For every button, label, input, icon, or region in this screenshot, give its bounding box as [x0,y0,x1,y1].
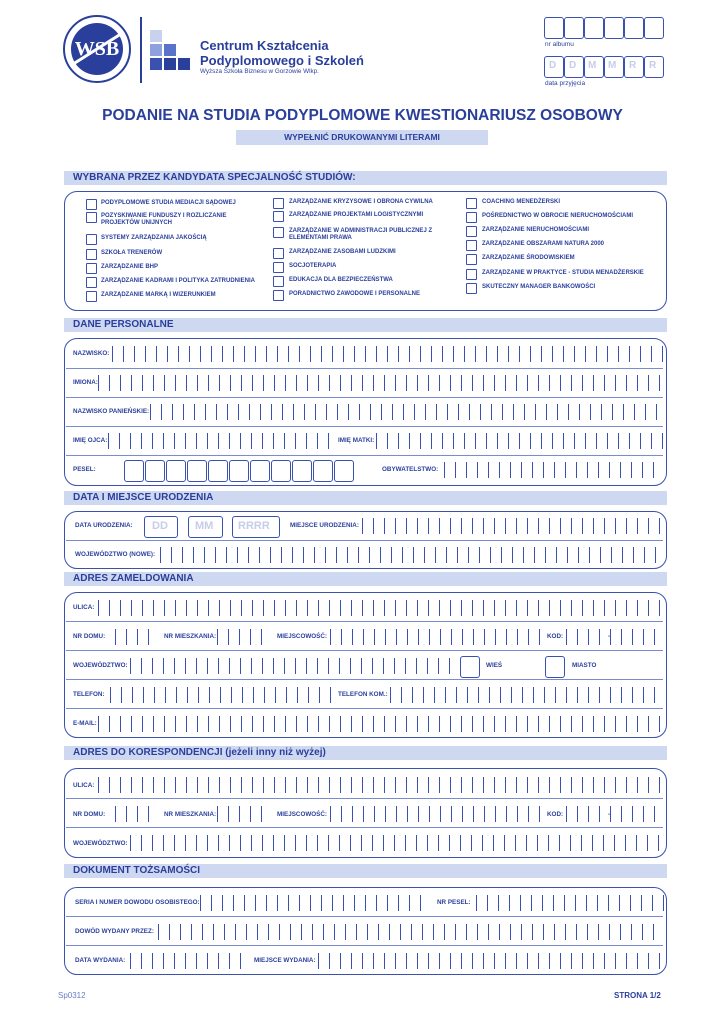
province-label: WOJEWÓDZTWO: [73,662,128,669]
birth-heading-bar [64,491,667,505]
postal-code-dash: - [608,633,611,640]
issued-by-label: DOWÓD WYDANY PRZEZ: [75,928,154,935]
city-checkbox[interactable] [545,656,565,678]
specialization-label: ZARZĄDZANIE NIERUCHOMOŚCIAMI [482,227,589,233]
birth-place-label: MIEJSCE URODZENIA: [290,522,359,529]
issue-place-label: MIEJSCE WYDANIA: [254,957,316,964]
corr-province-label: WOJEWÓDZTWO: [73,840,128,847]
divider [66,426,663,427]
specialization-label: SOCJOTERAPIA [289,263,337,269]
specializations-heading-bar [64,171,667,185]
corr-town-label: MIEJSCOWOŚĆ: [277,811,328,818]
corr-flat-label: NR MIESZKANIA: [164,811,217,818]
flat-number-label: NR MIESZKANIA: [164,633,217,640]
specialization-label: ZARZĄDZANIE ŚRODOWISKIEM [482,255,575,261]
divider [66,540,663,541]
ckpis-logo-mark [150,30,194,74]
divider [66,827,663,828]
subtitle: WYPEŁNIĆ DRUKOWANYMI LITERAMI [284,132,440,142]
org-line1: Centrum Kształcenia [200,38,329,53]
province-input[interactable] [130,658,456,674]
specialization-checkbox[interactable] [273,198,284,209]
divider [66,916,663,917]
email-label: E-MAIL: [73,720,97,727]
phone-label: TELEFON: [73,691,105,698]
postal-code-label: KOD: [547,633,564,640]
id-pesel-input[interactable] [476,895,663,911]
album-number-boxes[interactable] [544,17,668,39]
registered-heading-bar [64,572,667,586]
date-box-m2: M [608,60,617,71]
rrrr-placeholder: RRRR [238,520,270,532]
corr-street-input[interactable] [98,777,663,793]
identity-heading-bar [64,864,667,878]
birth-place-input[interactable] [362,518,663,534]
corr-town-input[interactable] [330,806,540,822]
pesel-digit-box[interactable] [292,460,312,482]
specialization-label: ZARZĄDZANIE MARKĄ I WIZERUNKIEM [101,292,216,298]
specialization-label: ZARZĄDZANIE PROJEKTAMI LOGISTYCZNYMI [289,212,424,218]
issue-place-input[interactable] [318,953,663,969]
divider [66,679,663,680]
specialization-label: ZARZĄDZANIE W ADMINISTRACJI PUBLICZNEJ Z ELEMENTAMI PRAWA [289,228,433,241]
pesel-boxes[interactable] [124,460,374,482]
issue-date-input[interactable] [130,953,248,969]
specialization-checkbox[interactable] [466,240,477,251]
maiden-name-input[interactable] [150,404,663,420]
specialization-label: POŚREDNICTWO W OBROCIE NIERUCHOMOŚCIAMI [482,213,633,219]
mobile-label: TELEFON KOM.: [338,691,388,698]
father-name-input[interactable] [108,433,332,449]
town-label: MIEJSCOWOŚĆ: [277,633,328,640]
date-box-m1: M [588,60,597,71]
names-label: IMIONA: [73,379,98,386]
date-label: data przyjęcia [545,80,586,87]
specialization-label: ZARZĄDZANIE BHP [101,264,158,270]
pesel-label: PESEL: [73,466,96,473]
father-name-label: IMIĘ OJCA: [73,437,108,444]
birth-day-box[interactable] [144,516,178,538]
specialization-label: EDUKACJA DLA BEZPIECZEŃSTWA [289,277,393,283]
specialization-label: ZARZĄDZANIE ZASOBAMI LUDZKIMI [289,249,396,255]
divider [66,621,663,622]
specialization-checkbox[interactable] [273,248,284,259]
divider [66,798,663,799]
org-line2: Podyplomowego i Szkoleń [200,53,364,68]
id-series-input[interactable] [200,895,430,911]
specialization-checkbox[interactable] [86,234,97,245]
header-divider [140,17,142,83]
specialization-label: ZARZĄDZANIE OBSZARAMI NATURA 2000 [482,241,605,247]
specialization-checkbox[interactable] [273,276,284,287]
pesel-digit-box[interactable] [229,460,249,482]
correspondence-heading-bar [64,746,667,760]
personal-heading: DANE PERSONALNE [73,319,174,330]
specialization-checkbox[interactable] [466,269,477,280]
specialization-checkbox[interactable] [273,290,284,301]
corr-province-input[interactable] [130,835,663,851]
corr-code-label: KOD: [547,811,564,818]
citizenship-label: OBYWATELSTWO: [382,466,439,473]
page-number: STRONA 1/2 [614,991,661,1000]
house-number-input[interactable] [115,629,158,645]
surname-label: NAZWISKO: [73,350,110,357]
birth-province-label: WOJEWÓDZTWO (NOWE): [75,551,156,558]
specialization-checkbox[interactable] [273,262,284,273]
specialization-checkbox[interactable] [466,198,477,209]
date-box-r2: R [649,60,657,71]
birth-heading: DATA I MIEJSCE URODZENIA [73,492,214,503]
specialization-checkbox[interactable] [86,249,97,260]
specialization-checkbox[interactable] [273,227,284,238]
specialization-checkbox[interactable] [86,199,97,210]
specialization-checkbox[interactable] [86,263,97,274]
divider [66,397,663,398]
birth-province-input[interactable] [160,547,663,563]
specialization-label: POZYSKIWANIE FUNDUSZY I ROZLICZANIE PROJEKTÓW UNIJNYCH [101,213,227,226]
specialization-label: COACHING MENEDŻERSKI [482,199,561,205]
specialization-label: PORADNICTWO ZAWODOWE I PERSONALNE [289,291,420,297]
maiden-name-label: NAZWISKO PANIEŃSKIE: [73,408,150,415]
page-title: PODANIE NA STUDIA PODYPLOMOWE KWESTIONARIUSZ OSOBOWY [102,107,623,124]
org-sub: Wyższa Szkoła Biznesu w Gorzowie Wlkp. [200,68,319,75]
specialization-checkbox[interactable] [86,291,97,302]
mobile-input[interactable] [390,687,663,703]
corr-flat-input[interactable] [217,806,271,822]
id-series-label: SERIA I NUMER DOWODU OSOBISTEGO: [75,899,200,906]
mother-name-label: IMIĘ MATKI: [338,437,375,444]
street-input[interactable] [98,600,663,616]
specialization-checkbox[interactable] [273,211,284,222]
issued-by-input[interactable] [158,924,663,940]
divider [66,368,663,369]
corr-code-dash: - [608,811,611,818]
dd-placeholder: DD [152,520,168,532]
specialization-label: ZARZĄDZANIE KADRAMI I POLITYKA ZATRUDNIENIA [101,278,255,284]
admission-date-boxes[interactable] [544,56,668,78]
specialization-checkbox[interactable] [466,254,477,265]
mother-name-input[interactable] [376,433,663,449]
street-label: ULICA: [73,604,95,611]
issue-date-label: DATA WYDANIA: [75,957,126,964]
pesel-digit-box[interactable] [334,460,354,482]
date-box-d1: D [549,60,557,71]
pesel-digit-box[interactable] [250,460,270,482]
divider [66,455,663,456]
pesel-digit-box[interactable] [124,460,144,482]
birth-date-label: DATA URODZENIA: [75,522,133,529]
corr-house-label: NR DOMU: [73,811,106,818]
id-pesel-label: NR PESEL: [437,899,471,906]
specialization-label: PODYPLOMOWE STUDIA MEDIACJI SĄDOWEJ [101,200,236,206]
specialization-checkbox[interactable] [86,212,97,223]
identity-heading: DOKUMENT TOŻSAMOŚCI [73,865,201,876]
pesel-digit-box[interactable] [208,460,228,482]
specializations-heading: WYBRANA PRZEZ KANDYDATA SPECJALNOŚĆ STUDIÓW: [73,172,356,183]
date-box-r1: R [629,60,637,71]
village-label: WIEŚ [486,662,503,669]
divider [66,945,663,946]
specialization-checkbox[interactable] [466,212,477,223]
corr-street-label: ULICA: [73,782,95,789]
specialization-label: SZKOŁA TRENERÓW [101,250,163,256]
pesel-digit-box[interactable] [166,460,186,482]
specialization-checkbox[interactable] [86,277,97,288]
divider [66,650,663,651]
form-code: Sp0312 [58,991,86,1000]
date-box-d2: D [569,60,577,71]
pesel-digit-box[interactable] [187,460,207,482]
logo-text: WSB [74,38,120,60]
pesel-digit-box[interactable] [271,460,291,482]
mm-placeholder: MM [195,520,214,532]
registered-heading: ADRES ZAMELDOWANIA [73,573,194,584]
phone-input[interactable] [110,687,332,703]
names-input[interactable] [98,375,663,391]
specialization-checkbox[interactable] [466,226,477,237]
house-number-label: NR DOMU: [73,633,106,640]
specialization-label: SKUTECZNY MANAGER BANKOWOŚCI [482,284,596,290]
birth-year-box[interactable] [232,516,280,538]
corr-house-input[interactable] [115,806,158,822]
specialization-label: SYSTEMY ZARZĄDZANIA JAKOŚCIĄ [101,235,207,241]
album-label: nr albumu [545,41,574,48]
surname-input[interactable] [112,346,663,362]
citizenship-input[interactable] [444,462,663,478]
divider [66,708,663,709]
corr-code-input[interactable] [566,806,663,822]
specialization-label: ZARZĄDZANIE KRYZYSOWE I OBRONA CYWILNA [289,199,433,205]
pesel-digit-box[interactable] [145,460,165,482]
postal-code-input[interactable] [566,629,663,645]
wsb-logo [62,14,132,84]
personal-heading-bar [64,318,667,332]
specialization-checkbox[interactable] [466,283,477,294]
pesel-digit-box[interactable] [313,460,333,482]
town-input[interactable] [330,629,540,645]
birth-month-box[interactable] [188,516,223,538]
correspondence-heading: ADRES DO KORESPONDENCJI (jeżeli inny niż wyżej) [73,747,326,758]
specialization-label: ZARZĄDZANIE W PRAKTYCE - STUDIA MENADŻERSKIE [482,270,644,276]
village-checkbox[interactable] [460,656,480,678]
email-input[interactable] [98,716,663,732]
city-label: MIASTO [572,662,597,669]
flat-number-input[interactable] [217,629,271,645]
